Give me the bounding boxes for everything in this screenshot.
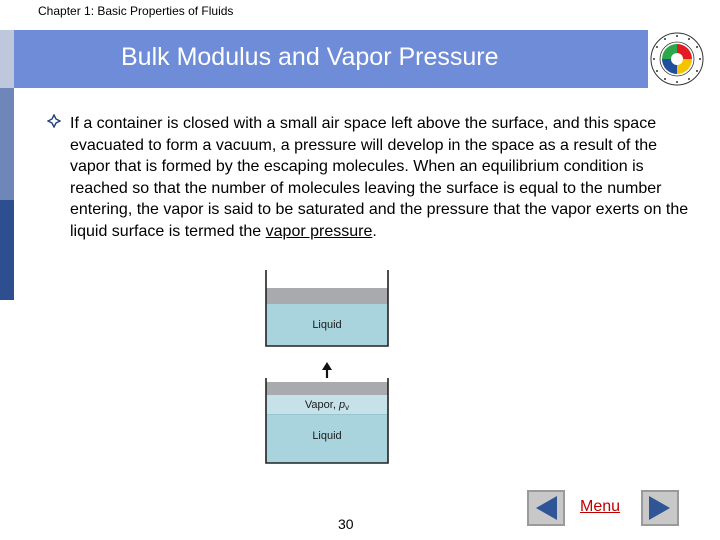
university-logo: [650, 32, 704, 86]
chapter-header: Chapter 1: Basic Properties of Fluids: [38, 4, 234, 18]
vapor-pressure-term: vapor pressure: [265, 222, 373, 240]
slide-title: Bulk Modulus and Vapor Pressure: [121, 43, 499, 71]
body-period: .: [372, 222, 377, 240]
bottom-liquid-label: Liquid: [312, 430, 342, 442]
body-text: If a container is closed with a small air space left above the surface, and this space evacuated to form a vacuum, a pressure will develop in the space as a result of the vapor that is formed by the escaping molecules. When an equilibrium condition is reached so that the number of molecules leaving the surface is equal to the number entering, the vapor is said to be saturated and the pressure that the vapor exerts on the liquid surface is termed the: [70, 115, 689, 240]
up-arrow-icon: [322, 362, 332, 370]
previous-slide-button[interactable]: [527, 490, 565, 526]
bottom-lid: [266, 382, 388, 395]
top-liquid-label: Liquid: [312, 319, 342, 331]
bullet-diamond-icon: [47, 114, 61, 128]
next-slide-button[interactable]: [641, 490, 679, 526]
top-air-space: [266, 288, 388, 304]
left-decorative-bars: [0, 30, 14, 540]
body-paragraph: [70, 113, 690, 242]
page-number: 30: [338, 516, 354, 532]
vapor-label: Vapor, pv: [304, 399, 350, 412]
vapor-pressure-figure: [262, 268, 392, 468]
menu-link[interactable]: Menu: [580, 498, 621, 515]
